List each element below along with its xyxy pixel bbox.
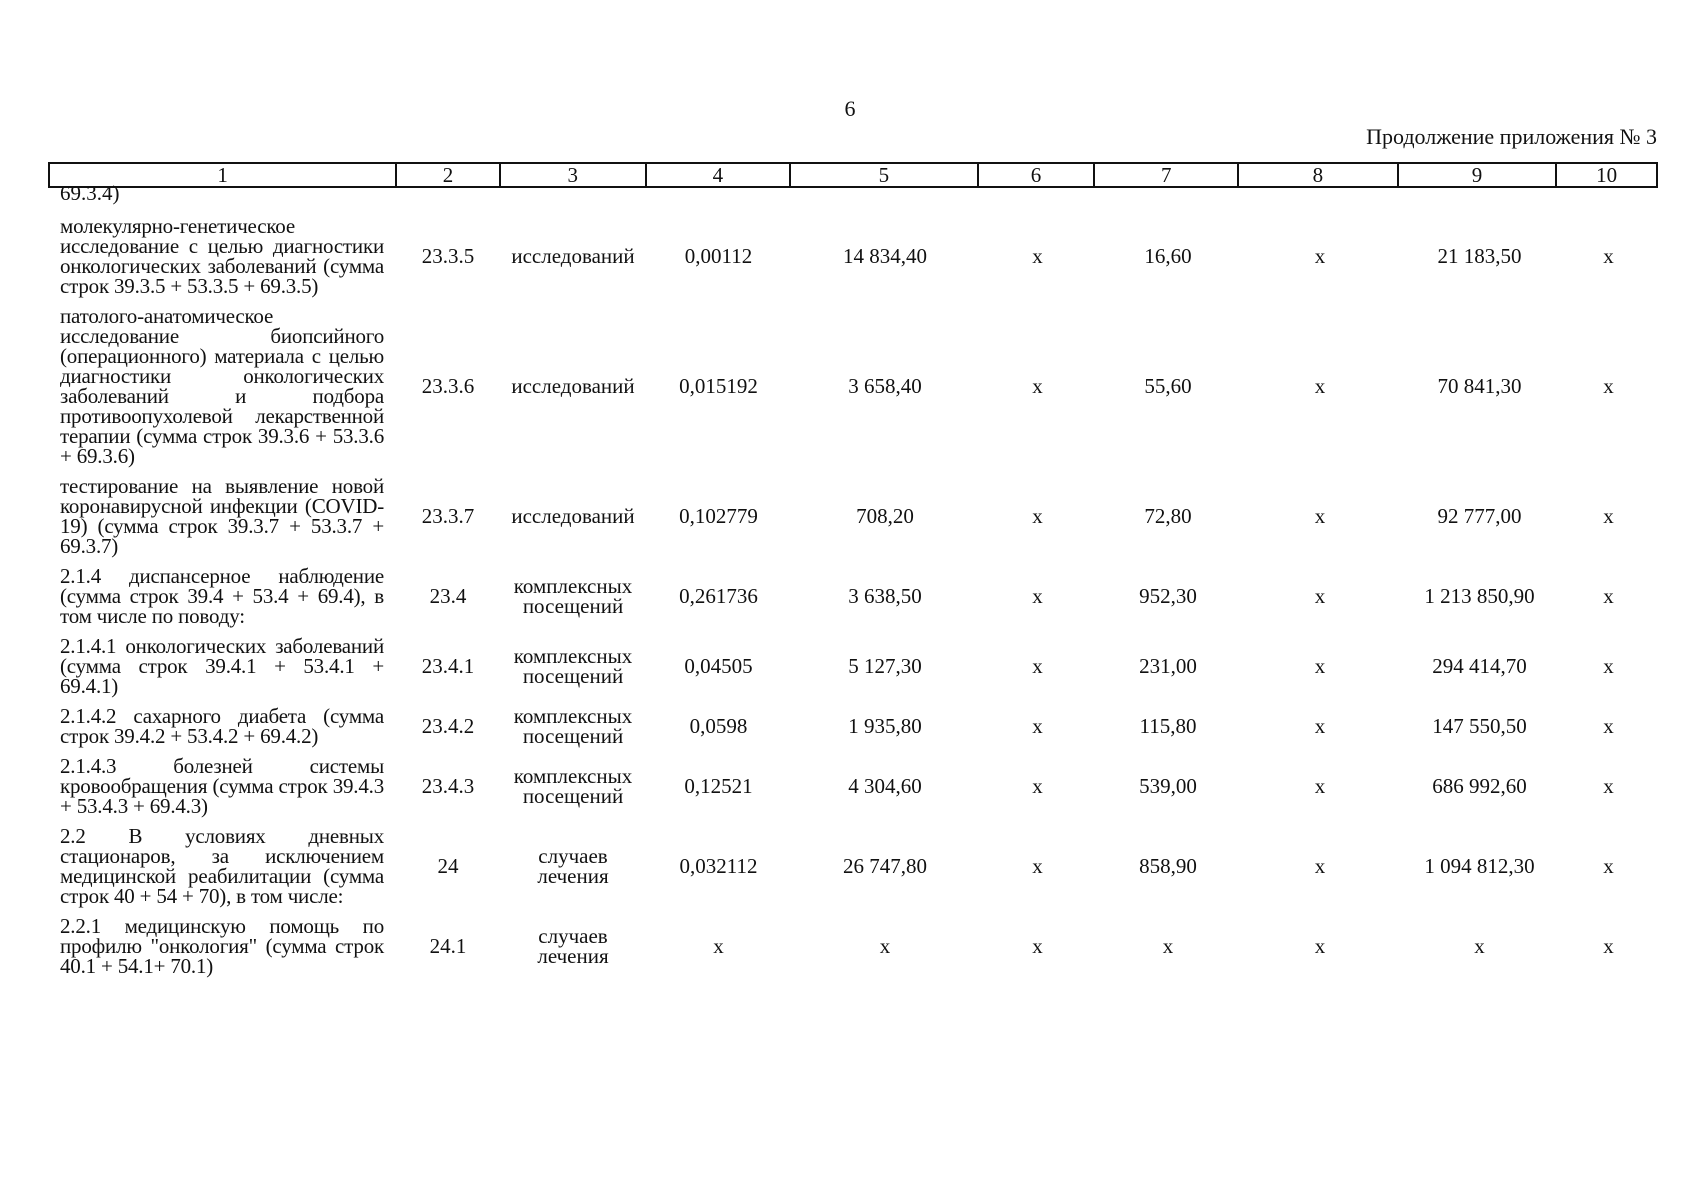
cell-col-7: 115,80 bbox=[1139, 714, 1197, 738]
row-unit: комплексных посещений bbox=[513, 574, 633, 618]
cell-col-6: х bbox=[1032, 714, 1043, 738]
column-number-3: 3 bbox=[501, 164, 647, 186]
column-number-5: 5 bbox=[791, 164, 979, 186]
table-row bbox=[48, 826, 1658, 906]
cell-col-9: 21 183,50 bbox=[1437, 244, 1522, 268]
cell-col-4: 0,015192 bbox=[679, 374, 758, 398]
cell-col-4: 0,0598 bbox=[689, 714, 748, 738]
row-unit: случаев лечения bbox=[537, 924, 609, 968]
cell-col-8: х bbox=[1314, 654, 1326, 678]
cell-col-5: 1 935,80 bbox=[848, 714, 922, 738]
cell-col-6: х bbox=[1032, 244, 1043, 268]
cell-col-6: х bbox=[1032, 774, 1043, 798]
column-number-9: 9 bbox=[1399, 164, 1558, 186]
table-body bbox=[48, 216, 1658, 986]
row-code: 23.4 bbox=[429, 584, 467, 608]
row-description: молекулярно-генетическое исследование с целью диагностики онкологических заболеваний (сумма строк 39.3.5 + 53.3.5 + 69.3.5) bbox=[60, 214, 384, 298]
cell-col-4: 0,04505 bbox=[684, 654, 753, 678]
page-number: 6 bbox=[844, 96, 856, 121]
cell-col-5: 26 747,80 bbox=[843, 854, 927, 878]
cell-col-6: х bbox=[1032, 934, 1043, 958]
cell-col-7: 539,00 bbox=[1139, 774, 1197, 798]
table-row bbox=[48, 216, 1658, 296]
column-number-2: 2 bbox=[397, 164, 501, 186]
row-code: 23.4.2 bbox=[421, 714, 475, 738]
continuation-title: Продолжение приложения № 3 bbox=[1366, 124, 1657, 149]
row-description: 2.1.4 диспансерное наблюдение (сумма строк 39.4 + 53.4 + 69.4), в том числе по поводу: bbox=[60, 564, 384, 628]
cell-col-5: 4 304,60 bbox=[848, 774, 922, 798]
cell-col-10: х bbox=[1603, 934, 1614, 958]
row-unit: исследований bbox=[511, 374, 635, 398]
row-description: 2.1.4.3 болезней системы кровообращения (сумма строк 39.4.3 + 53.4.3 + 69.4.3) bbox=[60, 754, 384, 818]
cell-col-10: х bbox=[1603, 714, 1614, 738]
row-unit: комплексных посещений bbox=[513, 704, 633, 748]
cell-col-7: 231,00 bbox=[1139, 654, 1197, 678]
row-unit: исследований bbox=[511, 504, 635, 528]
cell-col-4: 0,261736 bbox=[679, 584, 758, 608]
cell-col-9: 294 414,70 bbox=[1432, 654, 1527, 678]
row-code: 23.3.5 bbox=[421, 244, 475, 268]
cell-col-7: 55,60 bbox=[1144, 374, 1192, 398]
row-code: 23.3.6 bbox=[421, 374, 475, 398]
column-number-header bbox=[48, 162, 1658, 188]
row-description: 2.2.1 медицинскую помощь по профилю "онкология" (сумма строк 40.1 + 54.1+ 70.1) bbox=[60, 914, 384, 978]
column-number-4: 4 bbox=[647, 164, 792, 186]
cell-col-7: 72,80 bbox=[1144, 504, 1192, 528]
cell-col-6: х bbox=[1032, 654, 1043, 678]
row-unit: комплексных посещений bbox=[513, 764, 633, 808]
cell-col-6: х bbox=[1032, 504, 1043, 528]
row-unit: комплексных посещений bbox=[513, 644, 633, 688]
cell-col-4: 0,032112 bbox=[679, 854, 758, 878]
row-description: 2.1.4.1 онкологических заболеваний (сумма строк 39.4.1 + 53.4.1 + 69.4.1) bbox=[60, 634, 384, 698]
carry-over-text: 69.3.4) bbox=[60, 181, 120, 205]
cell-col-10: х bbox=[1603, 774, 1614, 798]
row-unit: случаев лечения bbox=[537, 844, 609, 888]
table-row bbox=[48, 566, 1658, 626]
row-code: 23.3.7 bbox=[421, 504, 475, 528]
cell-col-8: х bbox=[1314, 934, 1326, 958]
row-description: патолого-анатомическое исследование биопсийного (операционного) материала с целью диагностики онкологических заболеваний и подбора противоопухолевой лекарственной терапии (сумма строк 39.3.6 + 53.3.6 + 69.3.6) bbox=[60, 304, 384, 468]
table-row bbox=[48, 476, 1658, 556]
cell-col-5: 3 658,40 bbox=[848, 374, 922, 398]
cell-col-6: х bbox=[1032, 854, 1043, 878]
cell-col-8: х bbox=[1314, 714, 1326, 738]
cell-col-5: 5 127,30 bbox=[848, 654, 922, 678]
cell-col-8: х bbox=[1314, 584, 1326, 608]
row-description: 2.1.4.2 сахарного диабета (сумма строк 39.4.2 + 53.4.2 + 69.4.2) bbox=[60, 704, 384, 748]
cell-col-7: 952,30 bbox=[1139, 584, 1197, 608]
cell-col-10: х bbox=[1603, 854, 1614, 878]
cell-col-9: 92 777,00 bbox=[1437, 504, 1522, 528]
cell-col-6: х bbox=[1032, 584, 1043, 608]
cell-col-8: х bbox=[1314, 774, 1326, 798]
cell-col-5: 14 834,40 bbox=[843, 244, 927, 268]
cell-col-8: х bbox=[1314, 244, 1326, 268]
cell-col-9: 1 213 850,90 bbox=[1424, 584, 1535, 608]
row-code: 24 bbox=[437, 854, 459, 878]
row-code: 24.1 bbox=[429, 934, 467, 958]
cell-col-8: х bbox=[1314, 504, 1326, 528]
cell-col-7: 858,90 bbox=[1139, 854, 1197, 878]
cell-col-10: х bbox=[1603, 504, 1614, 528]
column-number-10: 10 bbox=[1596, 163, 1618, 187]
cell-col-9: 1 094 812,30 bbox=[1424, 854, 1535, 878]
cell-col-4: 0,12521 bbox=[684, 774, 753, 798]
table-row bbox=[48, 706, 1658, 746]
column-number-7: 7 bbox=[1095, 164, 1239, 186]
column-number-8: 8 bbox=[1239, 164, 1399, 186]
cell-col-10: х bbox=[1603, 584, 1614, 608]
table-row bbox=[48, 306, 1658, 466]
cell-col-6: х bbox=[1032, 374, 1043, 398]
cell-col-9: 70 841,30 bbox=[1437, 374, 1522, 398]
cell-col-9: 686 992,60 bbox=[1432, 774, 1527, 798]
cell-col-9: 147 550,50 bbox=[1432, 714, 1527, 738]
column-number-1: 1 bbox=[50, 164, 397, 186]
cell-col-4: 0,00112 bbox=[684, 244, 753, 268]
cell-col-4: 0,102779 bbox=[679, 504, 758, 528]
row-description: 2.2 В условиях дневных стационаров, за исключением медицинской реабилитации (сумма строк 40 + 54 + 70), в том числе: bbox=[60, 824, 384, 908]
cell-col-5: 3 638,50 bbox=[848, 584, 922, 608]
row-unit: исследований bbox=[511, 244, 635, 268]
cell-col-5: 708,20 bbox=[856, 504, 914, 528]
cell-col-10: х bbox=[1603, 654, 1614, 678]
row-code: 23.4.1 bbox=[421, 654, 475, 678]
cell-col-4: х bbox=[713, 934, 724, 958]
table-row bbox=[48, 756, 1658, 816]
column-number-6: 6 bbox=[979, 164, 1096, 186]
cell-col-5: х bbox=[879, 934, 891, 958]
cell-col-8: х bbox=[1314, 854, 1326, 878]
row-code: 23.4.3 bbox=[421, 774, 475, 798]
cell-col-7: х bbox=[1162, 934, 1174, 958]
cell-col-9: х bbox=[1474, 934, 1485, 958]
table-row bbox=[48, 916, 1658, 976]
cell-col-8: х bbox=[1314, 374, 1326, 398]
cell-col-10: х bbox=[1603, 244, 1614, 268]
row-description: тестирование на выявление новой коронавирусной инфекции (COVID-19) (сумма строк 39.3.7 + 53.3.7 + 69.3.7) bbox=[60, 474, 384, 558]
table-row bbox=[48, 636, 1658, 696]
cell-col-10: х bbox=[1603, 374, 1614, 398]
cell-col-7: 16,60 bbox=[1144, 244, 1192, 268]
